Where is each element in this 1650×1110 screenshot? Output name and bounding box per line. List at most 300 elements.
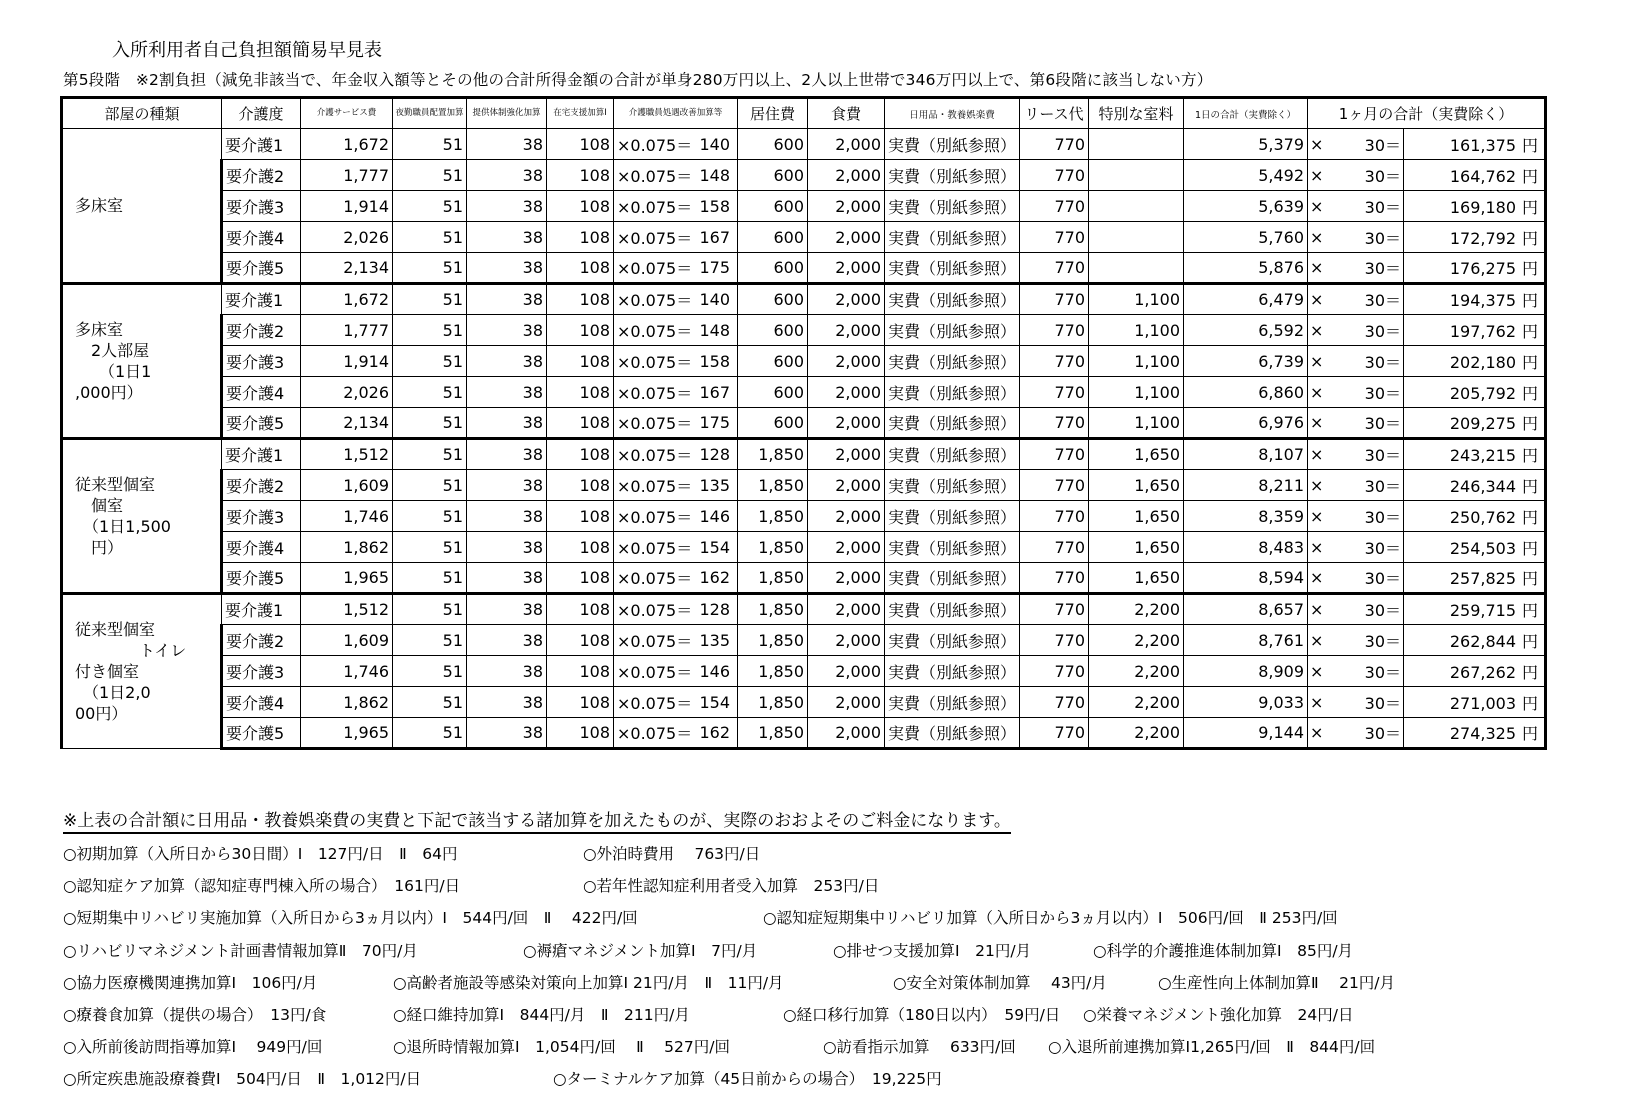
month-total-value: 250,762: [1449, 507, 1516, 527]
improve-fee: 148: [697, 160, 738, 191]
improve-multiplier: ×0.075＝: [614, 315, 697, 346]
service-fee: 1,965: [301, 718, 393, 749]
addition-item: ○所定疾患施設療養費Ⅰ 504円/日 Ⅱ 1,012円/日: [63, 1070, 422, 1089]
system-fee: 38: [467, 284, 547, 315]
care-level: 要介護1: [222, 594, 301, 625]
night-staff-fee: 51: [393, 222, 467, 253]
care-level: 要介護1: [222, 439, 301, 470]
month-total: [1404, 253, 1546, 284]
daily-goods-fee: 実費（別紙参照）: [885, 625, 1020, 656]
table-row: [62, 160, 1546, 191]
night-staff-fee: 51: [393, 408, 467, 439]
night-staff-fee: 51: [393, 656, 467, 687]
month-total: [1404, 594, 1546, 625]
home-support-fee: 108: [547, 470, 614, 501]
day-total: 8,211: [1184, 470, 1308, 501]
home-support-fee: 108: [547, 656, 614, 687]
lease-fee: 770: [1020, 656, 1089, 687]
lease-fee: 770: [1020, 315, 1089, 346]
care-level: 要介護3: [222, 346, 301, 377]
home-support-fee: 108: [547, 594, 614, 625]
service-fee: 1,672: [301, 284, 393, 315]
improve-fee: 140: [697, 284, 738, 315]
night-staff-fee: 51: [393, 501, 467, 532]
days-count: 30＝: [1327, 656, 1404, 687]
lease-fee: 770: [1020, 346, 1089, 377]
table-row: [62, 439, 1546, 470]
service-fee: 1,512: [301, 594, 393, 625]
header-night: 夜勤職員配置加算: [393, 98, 467, 129]
special-room-fee: 1,100: [1089, 284, 1184, 315]
night-staff-fee: 51: [393, 284, 467, 315]
residence-fee: 1,850: [738, 470, 808, 501]
system-fee: 38: [467, 377, 547, 408]
addition-item: ○入所前後訪問指導加算Ⅰ 949円/回: [63, 1038, 323, 1057]
home-support-fee: 108: [547, 563, 614, 594]
residence-fee: 600: [738, 377, 808, 408]
footnote: ※上表の合計額に日用品・教養娯楽費の実費と下記で該当する諸加算を加えたものが、実際のおおよそのご料金になります。: [63, 806, 1011, 834]
night-staff-fee: 51: [393, 191, 467, 222]
improve-multiplier: ×0.075＝: [614, 656, 697, 687]
service-fee: 2,134: [301, 253, 393, 284]
lease-fee: 770: [1020, 594, 1089, 625]
service-fee: 1,746: [301, 501, 393, 532]
care-level: 要介護4: [222, 687, 301, 718]
food-fee: 2,000: [808, 470, 885, 501]
night-staff-fee: 51: [393, 532, 467, 563]
improve-fee: 146: [697, 501, 738, 532]
lease-fee: 770: [1020, 408, 1089, 439]
day-total: 6,860: [1184, 377, 1308, 408]
month-total-value: 172,792: [1449, 228, 1516, 248]
times-sign: ×: [1308, 284, 1327, 315]
residence-fee: 1,850: [738, 563, 808, 594]
times-sign: ×: [1308, 594, 1327, 625]
table-row: [62, 129, 1546, 160]
room-type: 従来型個室 トイレ 付き個室 （1日2,0 00円）: [62, 594, 222, 749]
addition-item: ○安全対策体制加算 43円/月: [893, 973, 1107, 992]
home-support-fee: 108: [547, 315, 614, 346]
month-total-value: 262,844: [1449, 631, 1516, 651]
month-total: [1404, 191, 1546, 222]
days-count: 30＝: [1327, 594, 1404, 625]
improve-multiplier: ×0.075＝: [614, 346, 697, 377]
improve-multiplier: ×0.075＝: [614, 532, 697, 563]
daily-goods-fee: 実費（別紙参照）: [885, 160, 1020, 191]
month-total: [1404, 377, 1546, 408]
times-sign: ×: [1308, 346, 1327, 377]
yen-unit: 円: [1522, 538, 1539, 558]
month-total: [1404, 470, 1546, 501]
month-total-value: 169,180: [1449, 197, 1516, 217]
daily-goods-fee: 実費（別紙参照）: [885, 439, 1020, 470]
care-level: 要介護2: [222, 315, 301, 346]
lease-fee: 770: [1020, 625, 1089, 656]
addition-item: ○経口維持加算Ⅰ 844円/月 Ⅱ 211円/月: [393, 1006, 690, 1024]
improve-fee: 167: [697, 377, 738, 408]
addition-item: ○排せつ支援加算Ⅰ 21円/月: [833, 941, 1032, 960]
residence-fee: 600: [738, 222, 808, 253]
yen-unit: 円: [1522, 414, 1539, 433]
food-fee: 2,000: [808, 625, 885, 656]
night-staff-fee: 51: [393, 470, 467, 501]
month-total-value: 205,792: [1449, 383, 1516, 403]
table-row: [62, 718, 1546, 749]
month-total-value: 194,375: [1449, 291, 1516, 310]
table-row: [62, 253, 1546, 284]
times-sign: ×: [1308, 129, 1327, 160]
service-fee: 1,512: [301, 439, 393, 470]
daily-goods-fee: 実費（別紙参照）: [885, 470, 1020, 501]
care-level: 要介護2: [222, 160, 301, 191]
lease-fee: 770: [1020, 718, 1089, 749]
day-total: 6,592: [1184, 315, 1308, 346]
lease-fee: 770: [1020, 687, 1089, 718]
care-level: 要介護4: [222, 222, 301, 253]
improve-multiplier: ×0.075＝: [614, 439, 697, 470]
days-count: 30＝: [1327, 284, 1404, 315]
improve-fee: 135: [697, 470, 738, 501]
special-room-fee: 1,650: [1089, 563, 1184, 594]
addition-item: ○初期加算（入所日から30日間）Ⅰ 127円/日 Ⅱ 64円: [63, 845, 458, 863]
night-staff-fee: 51: [393, 594, 467, 625]
month-total-value: 164,762: [1449, 166, 1516, 186]
home-support-fee: 108: [547, 191, 614, 222]
special-room-fee: [1089, 253, 1184, 284]
header-improve: 介護職員処遇改善加算等: [614, 98, 738, 129]
header-day-total: 1日の合計（実費除く）: [1184, 98, 1308, 129]
header-month-total: 1ヶ月の合計（実費除く）: [1308, 98, 1546, 129]
special-room-fee: 1,100: [1089, 346, 1184, 377]
month-total: [1404, 656, 1546, 687]
daily-goods-fee: 実費（別紙参照）: [885, 191, 1020, 222]
improve-multiplier: ×0.075＝: [614, 160, 697, 191]
table-row: [62, 377, 1546, 408]
improve-multiplier: ×0.075＝: [614, 501, 697, 532]
month-total: [1404, 346, 1546, 377]
yen-unit: 円: [1522, 476, 1539, 496]
food-fee: 2,000: [808, 718, 885, 749]
table-row: [62, 563, 1546, 594]
system-fee: 38: [467, 656, 547, 687]
food-fee: 2,000: [808, 222, 885, 253]
times-sign: ×: [1308, 470, 1327, 501]
improve-multiplier: ×0.075＝: [614, 284, 697, 315]
month-total: [1404, 718, 1546, 749]
yen-unit: 円: [1522, 631, 1539, 651]
addition-item: ○栄養マネジメント強化加算 24円/日: [1083, 1006, 1354, 1024]
service-fee: 2,134: [301, 408, 393, 439]
food-fee: 2,000: [808, 377, 885, 408]
home-support-fee: 108: [547, 687, 614, 718]
daily-goods-fee: 実費（別紙参照）: [885, 594, 1020, 625]
times-sign: ×: [1308, 377, 1327, 408]
yen-unit: 円: [1522, 228, 1539, 248]
improve-multiplier: ×0.075＝: [614, 625, 697, 656]
care-level: 要介護5: [222, 408, 301, 439]
improve-multiplier: ×0.075＝: [614, 191, 697, 222]
header-special: 特別な室料: [1089, 98, 1184, 129]
addition-item: ○褥瘡マネジメント加算Ⅰ 7円/月: [523, 941, 758, 960]
special-room-fee: 1,650: [1089, 501, 1184, 532]
lease-fee: 770: [1020, 470, 1089, 501]
daily-goods-fee: 実費（別紙参照）: [885, 501, 1020, 532]
residence-fee: 1,850: [738, 501, 808, 532]
yen-unit: 円: [1522, 662, 1539, 682]
table-header-row: [62, 98, 1546, 129]
month-total: [1404, 222, 1546, 253]
times-sign: ×: [1308, 191, 1327, 222]
addition-item: ○入退所前連携加算Ⅰ1,265円/回 Ⅱ 844円/回: [1048, 1038, 1376, 1057]
daily-goods-fee: 実費（別紙参照）: [885, 656, 1020, 687]
days-count: 30＝: [1327, 439, 1404, 470]
month-total: [1404, 563, 1546, 594]
service-fee: 2,026: [301, 222, 393, 253]
system-fee: 38: [467, 160, 547, 191]
addition-item: ○認知症短期集中リハビリ加算（入所日から3ヵ月以内）Ⅰ 506円/回 Ⅱ 253円/回: [763, 909, 1338, 928]
addition-item: ○認知症ケア加算（認知症専門棟入所の場合） 161円/日: [63, 877, 461, 896]
month-total: [1404, 160, 1546, 191]
improve-multiplier: ×0.075＝: [614, 563, 697, 594]
table-row: [62, 532, 1546, 563]
addition-item: ○ターミナルケア加算（45日前からの場合） 19,225円: [553, 1070, 942, 1089]
special-room-fee: 2,200: [1089, 687, 1184, 718]
month-total-value: 259,715: [1449, 601, 1516, 620]
food-fee: 2,000: [808, 253, 885, 284]
yen-unit: 円: [1522, 259, 1539, 278]
month-total-value: 246,344: [1449, 476, 1516, 496]
table-row: [62, 625, 1546, 656]
addition-item: ○外泊時費用 763円/日: [583, 845, 761, 863]
header-lease: リース代: [1020, 98, 1089, 129]
daily-goods-fee: 実費（別紙参照）: [885, 532, 1020, 563]
improve-fee: 154: [697, 687, 738, 718]
system-fee: 38: [467, 253, 547, 284]
special-room-fee: [1089, 222, 1184, 253]
table-row: [62, 222, 1546, 253]
day-total: 5,639: [1184, 191, 1308, 222]
care-level: 要介護5: [222, 253, 301, 284]
table-row: [62, 501, 1546, 532]
header-level: 介護度: [222, 98, 301, 129]
month-total: [1404, 687, 1546, 718]
yen-unit: 円: [1522, 291, 1539, 310]
food-fee: 2,000: [808, 346, 885, 377]
service-fee: 1,609: [301, 625, 393, 656]
day-total: 6,739: [1184, 346, 1308, 377]
special-room-fee: 1,100: [1089, 408, 1184, 439]
service-fee: 1,672: [301, 129, 393, 160]
daily-goods-fee: 実費（別紙参照）: [885, 222, 1020, 253]
yen-unit: 円: [1522, 197, 1539, 217]
home-support-fee: 108: [547, 160, 614, 191]
service-fee: 1,777: [301, 160, 393, 191]
addition-item: ○生産性向上体制加算Ⅱ 21円/月: [1158, 973, 1396, 992]
days-count: 30＝: [1327, 532, 1404, 563]
residence-fee: 600: [738, 315, 808, 346]
home-support-fee: 108: [547, 625, 614, 656]
times-sign: ×: [1308, 563, 1327, 594]
residence-fee: 1,850: [738, 656, 808, 687]
header-food: 食費: [808, 98, 885, 129]
improve-multiplier: ×0.075＝: [614, 253, 697, 284]
residence-fee: 600: [738, 160, 808, 191]
day-total: 9,033: [1184, 687, 1308, 718]
food-fee: 2,000: [808, 501, 885, 532]
home-support-fee: 108: [547, 501, 614, 532]
table-row: [62, 687, 1546, 718]
month-total-value: 254,503: [1449, 538, 1516, 558]
care-level: 要介護3: [222, 191, 301, 222]
yen-unit: 円: [1522, 601, 1539, 620]
day-total: 8,761: [1184, 625, 1308, 656]
home-support-fee: 108: [547, 222, 614, 253]
yen-unit: 円: [1522, 321, 1539, 341]
care-level: 要介護2: [222, 470, 301, 501]
daily-goods-fee: 実費（別紙参照）: [885, 718, 1020, 749]
improve-fee: 162: [697, 718, 738, 749]
lease-fee: 770: [1020, 377, 1089, 408]
improve-fee: 175: [697, 408, 738, 439]
special-room-fee: 2,200: [1089, 656, 1184, 687]
system-fee: 38: [467, 594, 547, 625]
food-fee: 2,000: [808, 563, 885, 594]
days-count: 30＝: [1327, 501, 1404, 532]
food-fee: 2,000: [808, 191, 885, 222]
month-total: [1404, 315, 1546, 346]
day-total: 8,594: [1184, 563, 1308, 594]
residence-fee: 600: [738, 191, 808, 222]
service-fee: 1,777: [301, 315, 393, 346]
daily-goods-fee: 実費（別紙参照）: [885, 563, 1020, 594]
day-total: 8,909: [1184, 656, 1308, 687]
day-total: 8,107: [1184, 439, 1308, 470]
system-fee: 38: [467, 532, 547, 563]
day-total: 6,976: [1184, 408, 1308, 439]
improve-fee: 167: [697, 222, 738, 253]
lease-fee: 770: [1020, 191, 1089, 222]
table-row: [62, 284, 1546, 315]
improve-multiplier: ×0.075＝: [614, 408, 697, 439]
header-system: 提供体制強化加算: [467, 98, 547, 129]
home-support-fee: 108: [547, 129, 614, 160]
daily-goods-fee: 実費（別紙参照）: [885, 377, 1020, 408]
addition-item: ○リハビリマネジメント計画書情報加算Ⅱ 70円/月: [63, 941, 418, 960]
times-sign: ×: [1308, 625, 1327, 656]
month-total-value: 271,003: [1449, 693, 1516, 713]
times-sign: ×: [1308, 656, 1327, 687]
times-sign: ×: [1308, 439, 1327, 470]
improve-multiplier: ×0.075＝: [614, 718, 697, 749]
daily-goods-fee: 実費（別紙参照）: [885, 129, 1020, 160]
month-total-value: 267,262: [1449, 662, 1516, 682]
residence-fee: 600: [738, 129, 808, 160]
addition-item: ○若年性認知症利用者受入加算 253円/日: [583, 877, 880, 896]
days-count: 30＝: [1327, 718, 1404, 749]
day-total: 8,657: [1184, 594, 1308, 625]
page-title: 入所利用者自己負担額簡易早見表: [112, 40, 382, 61]
days-count: 30＝: [1327, 253, 1404, 284]
residence-fee: 1,850: [738, 718, 808, 749]
lease-fee: 770: [1020, 532, 1089, 563]
system-fee: 38: [467, 191, 547, 222]
month-total: [1404, 408, 1546, 439]
header-daily: 日用品・教養娯楽費: [885, 98, 1020, 129]
night-staff-fee: 51: [393, 687, 467, 718]
special-room-fee: 2,200: [1089, 718, 1184, 749]
month-total-value: 202,180: [1449, 352, 1516, 372]
special-room-fee: 2,200: [1089, 594, 1184, 625]
month-total-value: 197,762: [1449, 321, 1516, 341]
daily-goods-fee: 実費（別紙参照）: [885, 253, 1020, 284]
month-total: [1404, 532, 1546, 563]
food-fee: 2,000: [808, 408, 885, 439]
month-total-value: 161,375: [1449, 135, 1516, 155]
system-fee: 38: [467, 563, 547, 594]
residence-fee: 600: [738, 346, 808, 377]
yen-unit: 円: [1522, 693, 1539, 713]
yen-unit: 円: [1522, 135, 1539, 155]
daily-goods-fee: 実費（別紙参照）: [885, 315, 1020, 346]
room-type: 多床室: [62, 129, 222, 284]
special-room-fee: [1089, 160, 1184, 191]
improve-fee: 140: [697, 129, 738, 160]
system-fee: 38: [467, 718, 547, 749]
times-sign: ×: [1308, 687, 1327, 718]
special-room-fee: 1,100: [1089, 315, 1184, 346]
residence-fee: 1,850: [738, 439, 808, 470]
food-fee: 2,000: [808, 160, 885, 191]
system-fee: 38: [467, 501, 547, 532]
days-count: 30＝: [1327, 563, 1404, 594]
addition-item: ○訪看指示加算 633円/回: [823, 1038, 1016, 1057]
fee-table: [60, 96, 1547, 750]
times-sign: ×: [1308, 408, 1327, 439]
yen-unit: 円: [1522, 507, 1539, 527]
night-staff-fee: 51: [393, 253, 467, 284]
service-fee: 2,026: [301, 377, 393, 408]
month-total-value: 209,275: [1449, 414, 1516, 433]
lease-fee: 770: [1020, 501, 1089, 532]
night-staff-fee: 51: [393, 160, 467, 191]
service-fee: 1,609: [301, 470, 393, 501]
improve-fee: 154: [697, 532, 738, 563]
food-fee: 2,000: [808, 315, 885, 346]
food-fee: 2,000: [808, 687, 885, 718]
lease-fee: 770: [1020, 284, 1089, 315]
table-row: [62, 656, 1546, 687]
lease-fee: 770: [1020, 439, 1089, 470]
night-staff-fee: 51: [393, 377, 467, 408]
improve-multiplier: ×0.075＝: [614, 129, 697, 160]
day-total: 5,379: [1184, 129, 1308, 160]
days-count: 30＝: [1327, 315, 1404, 346]
times-sign: ×: [1308, 160, 1327, 191]
night-staff-fee: 51: [393, 439, 467, 470]
addition-item: ○経口移行加算（180日以内） 59円/日: [783, 1006, 1061, 1024]
home-support-fee: 108: [547, 284, 614, 315]
care-level: 要介護2: [222, 625, 301, 656]
food-fee: 2,000: [808, 594, 885, 625]
daily-goods-fee: 実費（別紙参照）: [885, 284, 1020, 315]
home-support-fee: 108: [547, 377, 614, 408]
yen-unit: 円: [1522, 724, 1539, 743]
addition-item: ○協力医療機関連携加算Ⅰ 106円/月: [63, 973, 318, 992]
times-sign: ×: [1308, 315, 1327, 346]
night-staff-fee: 51: [393, 563, 467, 594]
days-count: 30＝: [1327, 160, 1404, 191]
days-count: 30＝: [1327, 625, 1404, 656]
